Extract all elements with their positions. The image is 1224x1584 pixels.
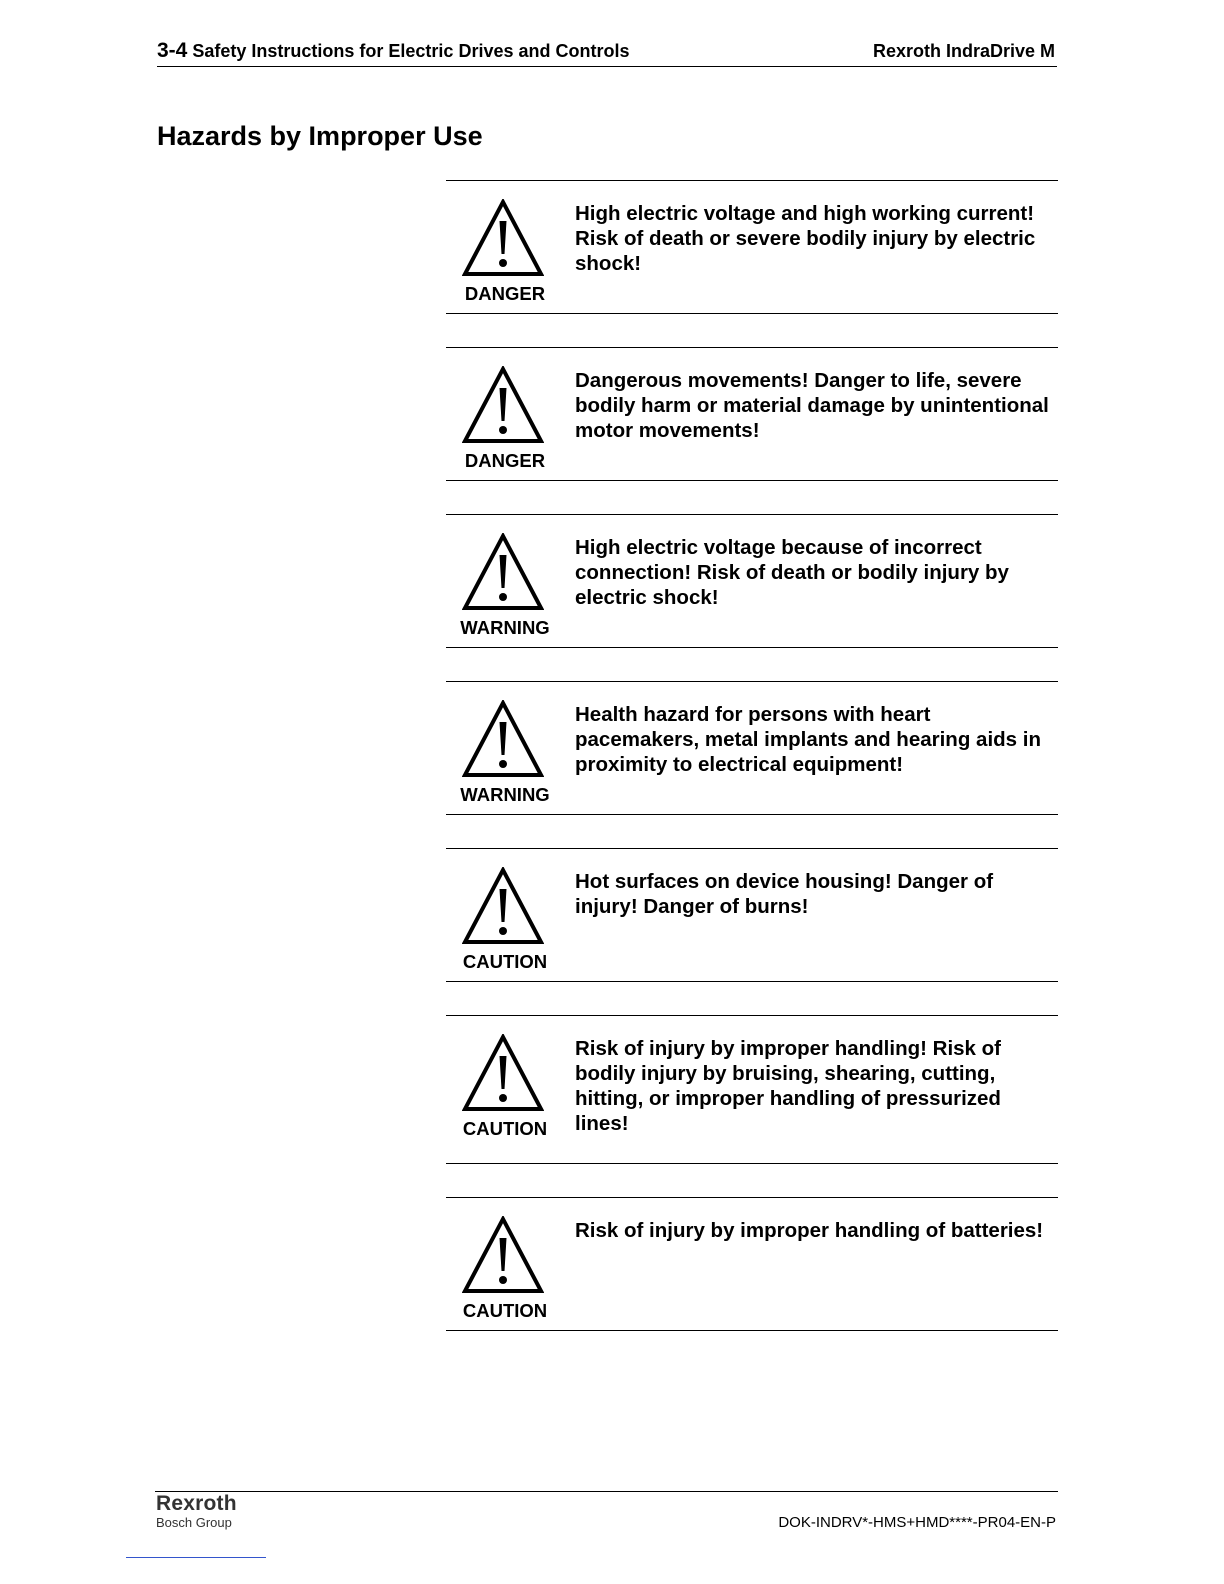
document-id: DOK-INDRV*-HMS+HMD****-PR04-EN-P	[778, 1514, 1056, 1531]
safety-notice	[446, 514, 1058, 648]
notice-level: WARNING	[460, 784, 550, 805]
section-title: Safety Instructions for Electric Drives and Controls	[192, 41, 630, 61]
safety-notice	[446, 681, 1058, 815]
notice-level: CAUTION	[462, 1118, 548, 1139]
logo-brand: Rexroth	[156, 1492, 237, 1515]
notice-text: Risk of injury by improper handling! Risk of bodily injury by bruising, shearing, cutting, hitting, or improper handling of pressurized lines!	[575, 1037, 1001, 1135]
product-name: Rexroth IndraDrive M	[872, 41, 1055, 61]
warning-triangle-icon	[462, 1034, 544, 1112]
notice-level: CAUTION	[462, 951, 548, 972]
safety-notice	[446, 848, 1058, 982]
safety-notice	[446, 347, 1058, 481]
notice-level: DANGER	[464, 450, 546, 471]
safety-notice	[446, 1015, 1058, 1164]
header-left	[157, 39, 629, 63]
notice-text: High electric voltage because of incorrect connection! Risk of death or bodily injury by electric shock!	[575, 536, 1009, 609]
notice-text: Dangerous movements! Danger to life, severe bodily harm or material damage by unintentional motor movements!	[575, 369, 1049, 442]
notice-level: CAUTION	[462, 1300, 548, 1321]
notice-level: WARNING	[460, 617, 550, 638]
footer-divider	[155, 1491, 1058, 1492]
bottom-rule	[126, 1557, 266, 1558]
notice-text: High electric voltage and high working current! Risk of death or severe bodily injury by electric shock!	[575, 202, 1036, 275]
warning-triangle-icon	[462, 199, 544, 277]
warning-triangle-icon	[462, 533, 544, 611]
notice-text: Risk of injury by improper handling of batteries!	[575, 1219, 1044, 1242]
notice-text: Health hazard for persons with heart pacemakers, metal implants and hearing aids in proximity to electrical equipment!	[575, 703, 1041, 776]
page-number: 3-4	[157, 39, 188, 62]
warning-triangle-icon	[462, 366, 544, 444]
page-title: Hazards by Improper Use	[157, 121, 483, 151]
notice-text: Hot surfaces on device housing! Danger of injury! Danger of burns!	[575, 870, 994, 918]
safety-notice	[446, 1197, 1058, 1331]
notice-level: DANGER	[464, 283, 546, 304]
rexroth-logo	[156, 1492, 237, 1530]
warning-triangle-icon	[462, 700, 544, 778]
page-header	[157, 37, 1057, 67]
safety-notice	[446, 180, 1058, 314]
logo-subtitle: Bosch Group	[156, 1515, 232, 1530]
safety-notices	[446, 180, 1058, 1331]
warning-triangle-icon	[462, 1216, 544, 1294]
warning-triangle-icon	[462, 867, 544, 945]
